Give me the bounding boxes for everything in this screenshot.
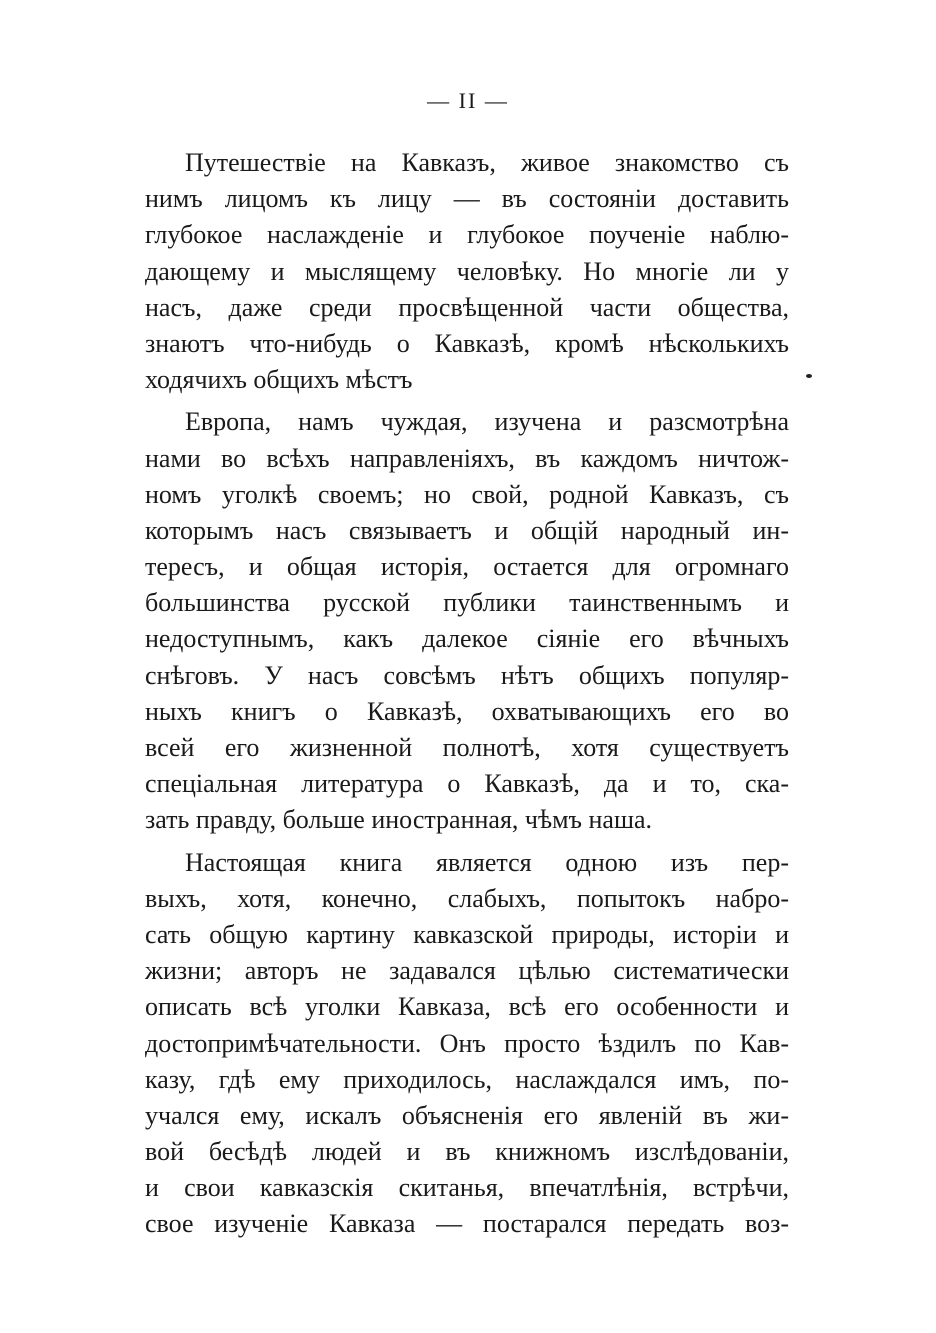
text-line: Европа, намъ чуждая, изучена и разсмотрѣна bbox=[185, 407, 789, 437]
text-line: спеціальная литература о Кавказѣ, да и то, ска- bbox=[145, 769, 789, 799]
text-line: зать правду, больше иностранная, чѣмъ наша. bbox=[145, 805, 653, 835]
text-line: достопримѣчательности. Онъ просто ѣздилъ по Кав- bbox=[145, 1028, 789, 1058]
text-line: нимъ лицомъ къ лицу — въ состояніи доставить bbox=[145, 184, 789, 214]
text-line: ходячихъ общихъ мѣстъ bbox=[145, 365, 413, 395]
text-line: описать всѣ уголки Кавказа, всѣ его особенности и bbox=[145, 992, 789, 1022]
text-line: номъ уголкѣ своемъ; но свой, родной Кавказъ, съ bbox=[145, 479, 789, 509]
text-line: тересъ, и общая исторія, остается для огромнаго bbox=[145, 552, 789, 582]
ink-speck bbox=[806, 374, 812, 378]
text-line: свое изученіе Кавказа — постарался передать воз- bbox=[145, 1209, 789, 1239]
text-line: сать общую картину кавказской природы, исторіи и bbox=[145, 919, 789, 949]
text-line: снѣговъ. У насъ совсѣмъ нѣтъ общихъ популяр- bbox=[145, 660, 789, 690]
text-line: знаютъ что-нибудь о Кавказѣ, кромѣ нѣсколькихъ bbox=[145, 328, 789, 358]
body-text bbox=[145, 145, 789, 1243]
paragraph-1 bbox=[145, 145, 789, 398]
text-line: недоступнымъ, какъ далекое сіяніе его вѣчныхъ bbox=[145, 624, 789, 654]
text-line: и свои кавказскія скитанья, впечатлѣнія, встрѣчи, bbox=[145, 1173, 789, 1203]
paragraph-3 bbox=[145, 845, 789, 1243]
text-line: вой бесѣдѣ людей и въ книжномъ изслѣдованіи, bbox=[145, 1137, 789, 1167]
text-line: учался ему, искалъ объясненія его явленій въ жи- bbox=[145, 1100, 789, 1130]
text-line: Путешествіе на Кавказъ, живое знакомство съ bbox=[185, 148, 789, 177]
text-line: казу, гдѣ ему приходилось, наслаждался имъ, по- bbox=[145, 1064, 789, 1094]
text-line: дающему и мыслящему человѣку. Но многіе ли у bbox=[145, 256, 789, 286]
text-line: большинства русской публики таинственнымъ и bbox=[145, 588, 789, 618]
text-line: выхъ, хотя, конечно, слабыхъ, попытокъ набро- bbox=[145, 883, 789, 913]
paragraph-2 bbox=[145, 404, 789, 838]
text-line: всей его жизненной полнотѣ, хотя существуетъ bbox=[145, 733, 789, 762]
text-line: жизни; авторъ не задавался цѣлью систематически bbox=[145, 956, 789, 986]
page-number: — II — bbox=[427, 88, 509, 113]
text-line: насъ, даже среди просвѣщенной части общества, bbox=[145, 292, 789, 322]
text-line: нами во всѣхъ направленіяхъ, въ каждомъ ничтож- bbox=[145, 443, 789, 473]
text-line: глубокое наслажденіе и глубокое поученіе наблю- bbox=[145, 220, 789, 250]
text-line: Настоящая книга является одною изъ пер- bbox=[185, 847, 789, 877]
text-line: ныхъ книгъ о Кавказѣ, охватывающихъ его во bbox=[145, 696, 789, 726]
text-line: которымъ насъ связываетъ и общій народный ин- bbox=[145, 515, 789, 545]
